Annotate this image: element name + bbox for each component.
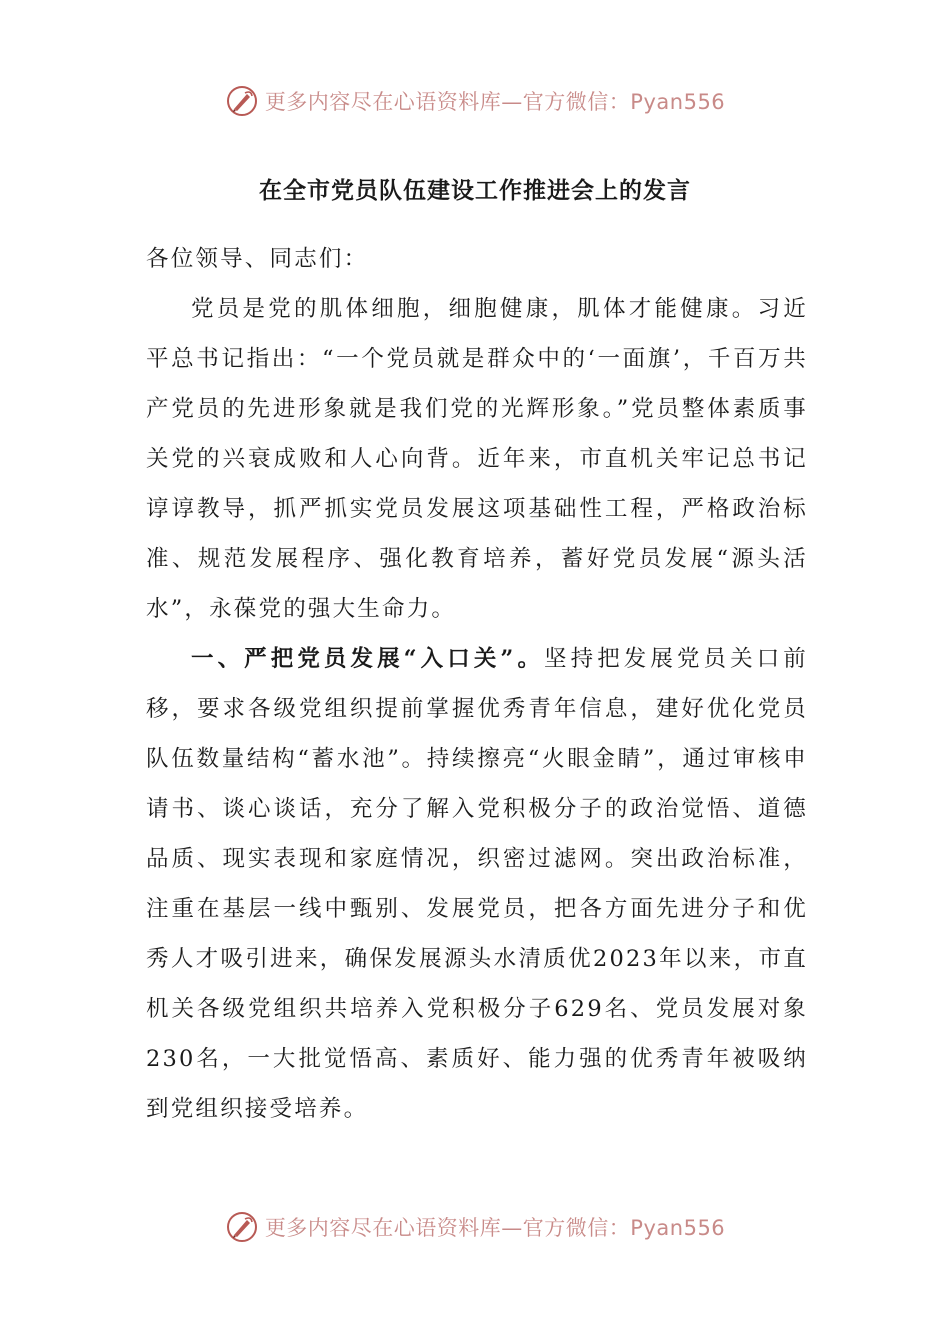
footer-watermark-banner <box>0 1210 950 1244</box>
pen-logo-icon <box>225 84 259 118</box>
section-1-body: 坚持把发展党员关口前移，要求各级党组织提前掌握优秀青年信息，建好优化党员队伍数量结构“蓄水池”。持续擦亮“火眼金睛”，通过审核申请书、谈心谈话，充分了解入党积极分子的政治觉悟、道德品质、现实表现和家庭情况，织密过滤网。突出政治标准，注重在基层一线中甄别、发展党员，把各方面先进分子和优秀人才吸引进来，确保发展源头水清质优2023年以来，市直机关各级党组织共培养入党积极分子629名、党员发展对象230名，一大批觉悟高、素质好、能力强的优秀青年被吸纳到党组织接受培养。 <box>146 646 808 1122</box>
section-1-heading: 一、严把党员发展“入口关”。 <box>191 646 545 672</box>
document-title: 在全市党员队伍建设工作推进会上的发言 <box>259 177 691 204</box>
pen-logo-icon <box>225 1210 259 1244</box>
document-body <box>146 234 808 1134</box>
footer-watermark-text: 更多内容尽在心语资料库—官方微信：Pyan556 <box>264 1216 726 1240</box>
header-watermark-banner <box>0 84 950 118</box>
section-1-paragraph <box>146 634 808 1134</box>
header-watermark-text: 更多内容尽在心语资料库—官方微信：Pyan556 <box>264 90 726 114</box>
salutation: 各位领导、同志们： <box>146 246 369 272</box>
paragraph-intro: 党员是党的肌体细胞，细胞健康，肌体才能健康。习近平总书记指出：“一个党员就是群众中的‘一面旗’，千百万共产党员的先进形象就是我们党的光辉形象。”党员整体素质事关党的兴衰成败和人心向背。近年来，市直机关牢记总书记谆谆教导，抓严抓实党员发展这项基础性工程，严格政治标准、规范发展程序、强化教育培养，蓄好党员发展“源头活水”，永葆党的强大生命力。 <box>146 296 808 622</box>
